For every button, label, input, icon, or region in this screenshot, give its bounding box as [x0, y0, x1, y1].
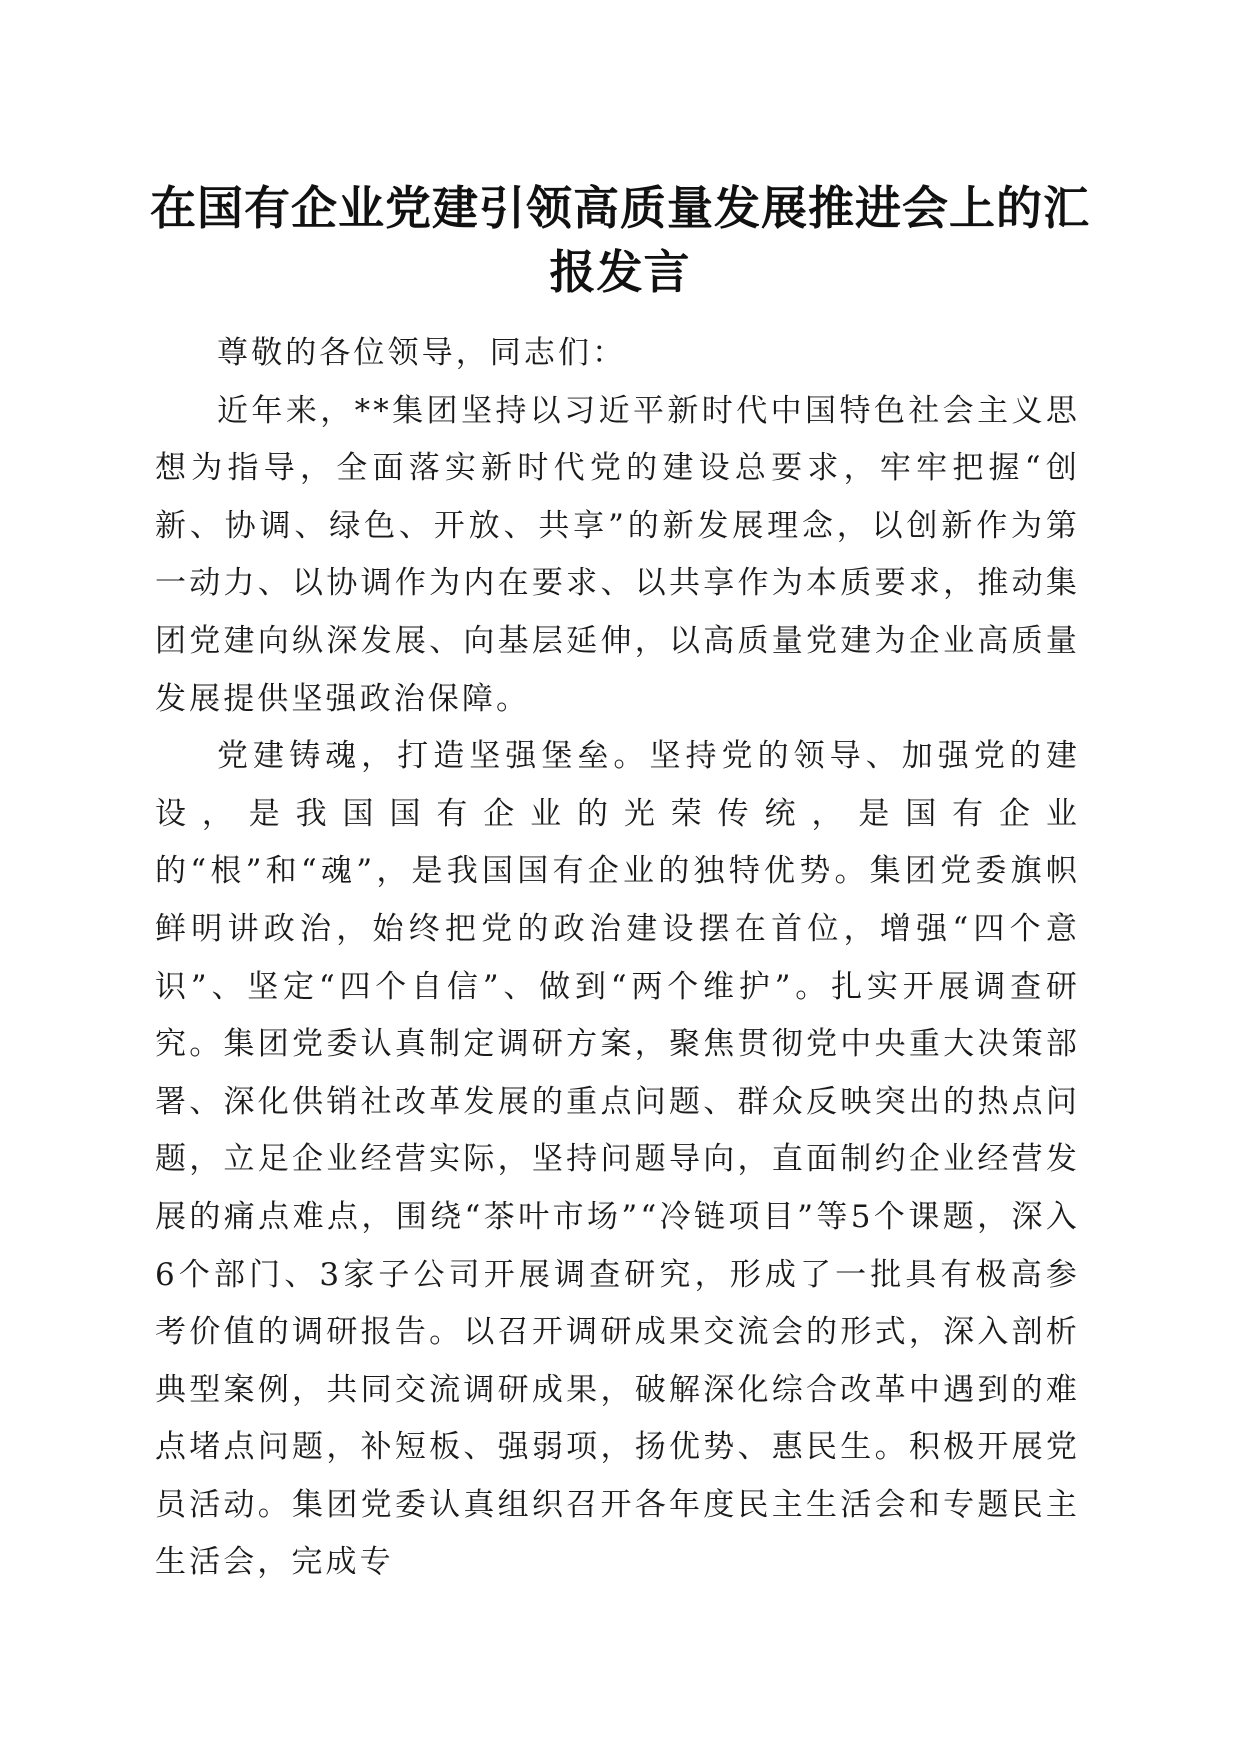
document-title-line-1: 在国有企业党建引领高质量发展推进会上的汇 [150, 181, 1090, 235]
document-body [155, 325, 1080, 1592]
salutation: 尊敬的各位领导，同志们： [217, 335, 627, 371]
document-title-line-2: 报发言 [549, 245, 691, 299]
paragraph-intro: 近年来，**集团坚持以习近平新时代中国特色社会主义思想为指导，全面落实新时代党的建设总要求，牢牢把握“创新、协调、绿色、开放、共享”的新发展理念，以创新作为第一动力、以协调作为内在要求、以共享作为本质要求，推动集团党建向纵深发展、向基层延伸，以高质量党建为企业高质量发展提供坚强政治保障。 [155, 392, 1080, 717]
paragraph-party-building: 党建铸魂，打造坚强堡垒。坚持党的领导、加强党的建设，是我国国有企业的光荣传统，是国有企业的“根”和“魂”，是我国国有企业的独特优势。集团党委旗帜鲜明讲政治，始终把党的政治建设摆在首位，增强“四个意识”、坚定“四个自信”、做到“两个维护”。扎实开展调查研究。集团党委认真制定调研方案，聚焦贯彻党中央重大决策部署、深化供销社改革发展的重点问题、群众反映突出的热点问题，立足企业经营实际，坚持问题导向，直面制约企业经营发展的痛点难点，围绕“茶叶市场”“冷链项目”等5个课题，深入6个部门、3家子公司开展调查研究，形成了一批具有极高参考价值的调研报告。以召开调研成果交流会的形式，深入剖析典型案例，共同交流调研成果，破解深化综合改革中遇到的难点堵点问题，补短板、强弱项，扬优势、惠民生。积极开展党员活动。集团党委认真组织召开各年度民主生活会和专题民主生活会，完成专 [155, 738, 1080, 1581]
document-title [150, 176, 1090, 304]
